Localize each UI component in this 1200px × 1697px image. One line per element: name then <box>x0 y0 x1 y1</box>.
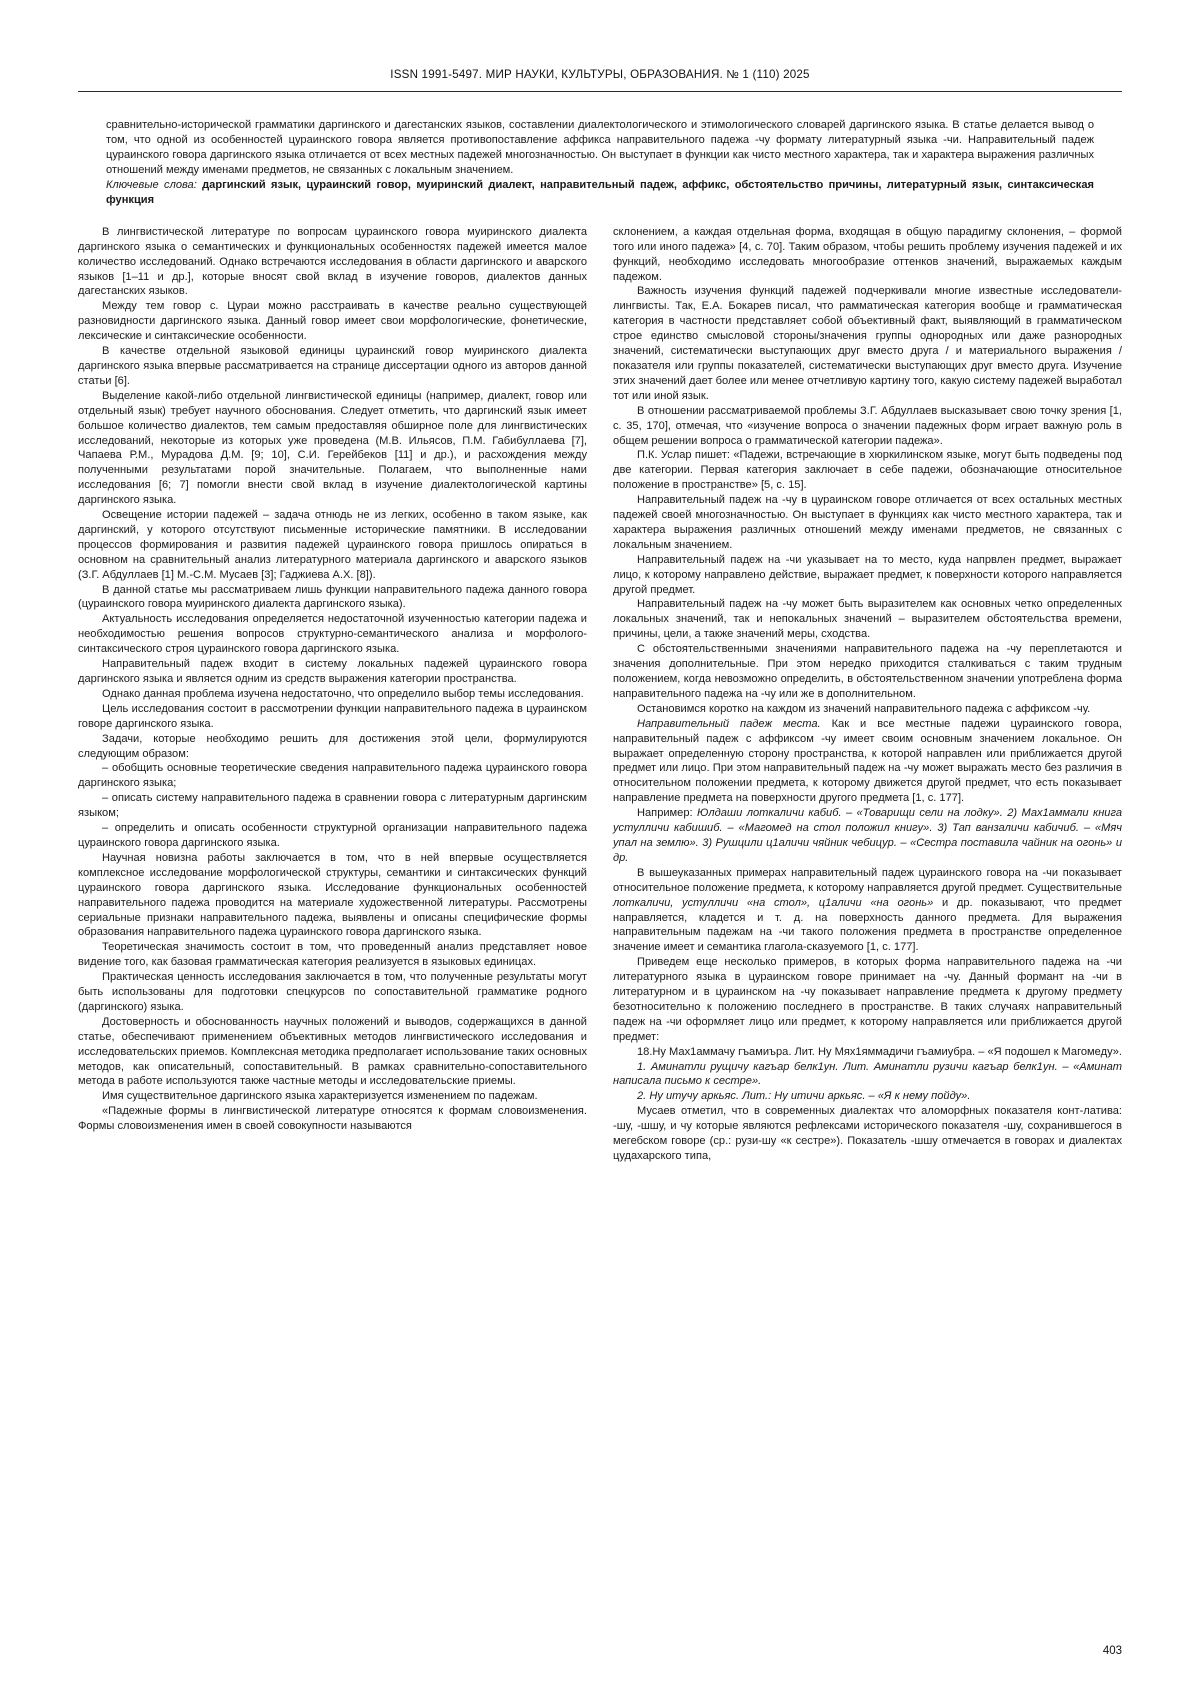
keywords-label: Ключевые слова: <box>106 178 197 191</box>
inline-italic-terms: лоткаличи, устулличи «на стол», ц1аличи «на огонь» <box>613 896 934 909</box>
example-text: 2. Ну итучу аркьяс. Лит.: Ну итичи аркьяс. – «Я к нему пойду». <box>637 1090 971 1103</box>
paragraph: П.К. Услар пишет: «Падежи, встречающие в хюркилинском языке, могут быть подведены под две категории. Первая категория заключает в себе падежи, обозначающие относительное положение в пространстве» [5, с. 15]. <box>613 449 1122 492</box>
keywords-value: даргинский язык, цураинский говор, муиринский диалект, направительный падеж, аффикс, обстоятельство причины, литературный язык, синтаксическая функция <box>106 178 1094 206</box>
paragraph: Между тем говор с. Цураи можно расстраивать в качестве реально существующей разновидности даргинского языка. Данный говор имеет свои морфологические, фонетические, лексические и синтаксические особенности. <box>78 300 587 343</box>
list-item: – определить и описать особенности структурной организации направительного падежа цураинского говора даргинского языка. <box>78 822 587 849</box>
example-text: 1. Аминатли рущичу кагъар белк1ун. Лит. Аминатли рузичи кагъар белк1ун. – «Аминат написала письмо к сестре». <box>613 1060 1122 1088</box>
keywords-line <box>106 178 1094 208</box>
header-divider <box>78 91 1122 92</box>
example-paragraph <box>613 1089 1122 1104</box>
paragraph: Задачи, которые необходимо решить для достижения этой цели, формулируются следующим образом: <box>78 732 587 760</box>
running-head: ISSN 1991-5497. МИР НАУКИ, КУЛЬТУРЫ, ОБРАЗОВАНИЯ. № 1 (110) 2025 <box>390 68 810 81</box>
paragraph: Направительный падеж на -чу в цураинском говоре отличается от всех остальных местных падежей своей многозначностью. Он выступает в функциях как чисто местного характера, так и характера выражения различных отношений между именами предметов, не связанных с локальным значением. <box>613 494 1122 551</box>
paragraph-part-a: В вышеуказанных примерах направительный падеж цураинского говора на -чи показывает относительное положение предмета, к которому направляется другой предмет. Существительные <box>613 866 1122 894</box>
inline-heading: Направительный падеж места. <box>637 717 821 730</box>
paragraph: Мусаев отметил, что в современных диалектах что аломорфных показателя конт-латива: -шу, -шшу, и чу которые являются рефлексами исторического показателя -шу, сохранившегося в мегебском говоре (ср.: рузи-шу «к сестре»). Показатель -шшу отмечается в говорах и диалектах цудахарского типа, <box>613 1105 1122 1162</box>
paragraph: В отношении рассматриваемой проблемы З.Г. Абдуллаев высказывает свою точку зрения [1, с. 35, 170], отмечая, что «изучение вопроса о значении падежных форм играет важную роль в общем решении вопроса о грамматической категории падежа». <box>613 404 1122 447</box>
paragraph: Выделение какой-либо отдельной лингвистической единицы (например, диалект, говор или отдельный язык) требует научного обоснования. Следует отметить, что даргинский язык имеет большое количество диалектов, тем самым предоставляя обширное поле для лингвистических исследований, некоторые из которых уже проведена (М.В. Ильясов, П.М. Габибуллаева [7], Чапаева Р.М., Мурадова Д.М. [9; 10], С.И. Герейбеков [11] и др.), и расхождения между полученными результатами порой значительные. Полагаем, что выполненные нами исследования [6; 7] помогли внести свой вклад в изучение диалектологической картины даргинского языка. <box>78 389 587 507</box>
abstract-text: сравнительно-исторической грамматики даргинского и дагестанских языков, составлении диалектологического и этимологического словарей даргинского языка. В статье делается вывод о том, что одной из особенностей цураинского говора является противопоставление аффикса направительного падежа -чу формату литературный языка -чи. Направительный падеж цураинского говора даргинского языка отличается от всех местных падежей многозначностью. Он выступает в функции как чисто местного характера, так и характера выражения различных отношений между именами предметов, не связанных с локальным значением. <box>106 119 1094 176</box>
list-item: – обобщить основные теоретические сведения направительного падежа цураинского говора даргинского языка; <box>78 762 587 790</box>
page-number: 403 <box>1102 1645 1122 1657</box>
example-paragraph <box>613 806 1122 866</box>
paragraph <box>613 866 1122 955</box>
paragraph: Имя существительное даргинского языка характеризуется изменением по падежам. <box>102 1090 538 1103</box>
example-paragraph <box>613 1060 1122 1090</box>
paragraph: Остановимся коротко на каждом из значений направительного падежа с аффиксом -чу. <box>637 702 1091 715</box>
paragraph: Направительный падеж на -чи указывает на то место, куда напрвлен предмет, выражает лицо, к которому направлено действие, выражает предмет, к поверхности которого направляется другой предмет. <box>613 553 1122 596</box>
paragraph: Приведем еще несколько примеров, в которых форма направительного падежа на -чи литературного языка в цураинском говоре принимает на -чу. Данный формант на -чи в литературном и в цураинском на -чу показывает направление предмета к другому предмету безотносительно к положению последнего в пространстве. В таких случаях направительный падеж на -чи оформляет лицо или предмет, к которому направляется или приближается другой предмет: <box>613 956 1122 1043</box>
paragraph: Практическая ценность исследования заключается в том, что полученные результаты могут быть использованы для подготовки спецкурсов по сопоставительной грамматике родного (даргинского) языка. <box>78 971 587 1013</box>
paragraph: Однако данная проблема изучена недостаточно, что определило выбор темы исследования. <box>102 687 584 700</box>
paragraph: В данной статье мы рассматриваем лишь функции направительного падежа данного говора (цураинского говора муиринского диалекта даргинского языка). <box>78 583 587 611</box>
paragraph: В качестве отдельной языковой единицы цураинский говор муиринского диалекта даргинского языка впервые рассматривается на странице диссертации одного из авторов данной статьи [6]. <box>78 345 587 387</box>
right-column <box>613 225 1122 1164</box>
list-item: – описать систему направительного падежа в сравнении говора с литературным даргинским языком; <box>78 792 587 820</box>
paragraph: С обстоятельственными значениями направительного падежа на -чу переплетаются и значения дополнительные. При этом нередко приходится сталкиваться с таким трудным положением, когда невозможно определить, в обстоятельственном значении употреблена форма направительного падежа на -чу или же в дополнительном. <box>613 643 1122 700</box>
paragraph: Достоверность и обоснованность научных положений и выводов, содержащихся в данной статье, обеспечивают применением объективных методов лингвистического исследования и исследовательских приемов. Комплексная методика предполагает использование таких основных методов, как описательный, сопоставительный. В рамках сравнительно-сопоставительного метода в работе используются также частные методы и исследовательские приемы. <box>78 1015 587 1088</box>
paragraph: склонением, а каждая отдельная форма, входящая в общую парадигму склонения, – формой того или иного падежа» [4, с. 70]. Таким образом, чтобы решить проблему изучения падежей и их функций, необходимо исследовать многообразие оттенков значений, выражаемых каждым падежом. <box>613 225 1122 283</box>
example-prefix: Например: <box>637 807 698 820</box>
paragraph: Направительный падеж на -чу может быть выразителем как основных четко определенных локальных значений, так и непокальных значений – выразителем обстоятельства времени, причины, цели, а также значений меры, сходства. <box>613 598 1122 641</box>
body-columns <box>78 225 1122 1164</box>
paragraph: Важность изучения функций падежей подчеркивали многие известные исследователи-лингвисты. Так, Е.А. Бокарев писал, что рамматическая категория вообще и грамматическая категория в частности представляет собой объективный факт, выявляющий в грамматическом строе единство смысловой стороны/значения группы однородных или даже разнородных значений, систематически выступающих друг вместо друга / и материального выражения / показателя или группы показателей, систематически выступающих друг вместо друга. Изучение этих значений дает более или менее отчетливую картину того, какую систему падежей выработал тот или иной язык. <box>613 285 1122 402</box>
example-paragraph: 18.Ну Мах1аммачу гъамиъра. Лит. Ну Мях1яммадичи гъамиубра. – «Я подошел к Магомеду». <box>637 1045 1122 1058</box>
paragraph-part-b: и др. показывают, что предмет направляется, кладется и т. д. на поверхность данного предмета. Для выражения направительным падежам на -чи такого положения предмета в пространстве определенное значение имеет и семантика глагола-сказуемого [1, с. 177]. <box>613 896 1123 954</box>
example-text: Юлдаши лоткаличи кабиб. – «Товарищи сели на лодку». 2) Мах1аммали книга устулличи кабишиб. – «Магомед на стол положил книгу». 3) Тап ванзаличи кабичиб. – «Мяч упал на землю». 3) Рушцили ц1аличи чяйник чебицур. – «Сестра поставила чайник на огонь» и др. <box>613 807 1122 864</box>
paragraph: Цель исследования состоит в рассмотрении функции направительного падежа в цураинском говоре даргинского языка. <box>78 702 587 730</box>
paragraph: Теоретическая значимость состоит в том, что проведенный анализ представляет новое видение того, как базовая грамматическая категория реализуется в языковых единицах. <box>78 941 587 969</box>
paragraph: Научная новизна работы заключается в том, что в ней впервые осуществляется комплексное исследование морфологической структуры, семантики и синтаксических функций цураинского говора даргинского языка. Исследование функциональных особенностей направительного падежа проводится на материале художественной литературы. Рассмотрены сериальные признаки направительного падежа, выявлены и описаны специфические формы образования направительного падежа цураинского говора даргинского языка. <box>78 851 587 939</box>
abstract-block <box>106 118 1094 208</box>
paragraph: Направительный падеж входит в систему локальных падежей цураинского говора даргинского языка и является одним из средств выражения категории пространства. <box>78 658 587 685</box>
paragraph: Освещение истории падежей – задача отнюдь не из легких, особенно в таком языке, как даргинский, у которого отсутствуют письменные исторические памятники. В исследовании процессов формирования и развития падежей цураинского говора пришлось опираться в основном на сравнительный анализ литературного материала даргинского и аварского языков (З.Г. Абдуллаев [1] М.-С.М. Мусаев [3]; Гаджиева А.Х. [8]). <box>78 509 587 581</box>
left-column <box>78 225 587 1164</box>
paragraph-with-heading <box>613 717 1122 806</box>
paragraph: В лингвистической литературе по вопросам цураинского говора муиринского диалекта даргинского языка о семантических и функциональных особенностях падежей имеется малое количество исследований. Однако встречаются исследования в области даргинского и аварского языков [1–11 и др.], которые вносят свой вклад в изучение говоров, диалектов данных дагестанских языков. <box>78 225 587 298</box>
paragraph: «Падежные формы в лингвистической литературе относятся к формам словоизменения. Формы словоизменения имен в своей совокупности называются <box>78 1105 587 1133</box>
paragraph-rest: Как и все местные падежи цураинского говора, направительный падеж с аффиксом -чу имеет своим основным значением локальное. Он выражает определенную сторону пространства, к которой направлен или приближается другой предмет или лицо. При этом направительный падеж на -чу может выражать место без различия в относительном положении предмета, к которому движется другой предмет, что есть показывает направление предмета на поверхности другого предмета [1, с. 177]. <box>613 717 1122 805</box>
paragraph: Актуальность исследования определяется недостаточной изученностью категории падежа и необходимостью решения вопросов структурно-семантического анализа и морфолого-синтаксического строя цураинского говора даргинского языка. <box>78 613 587 656</box>
